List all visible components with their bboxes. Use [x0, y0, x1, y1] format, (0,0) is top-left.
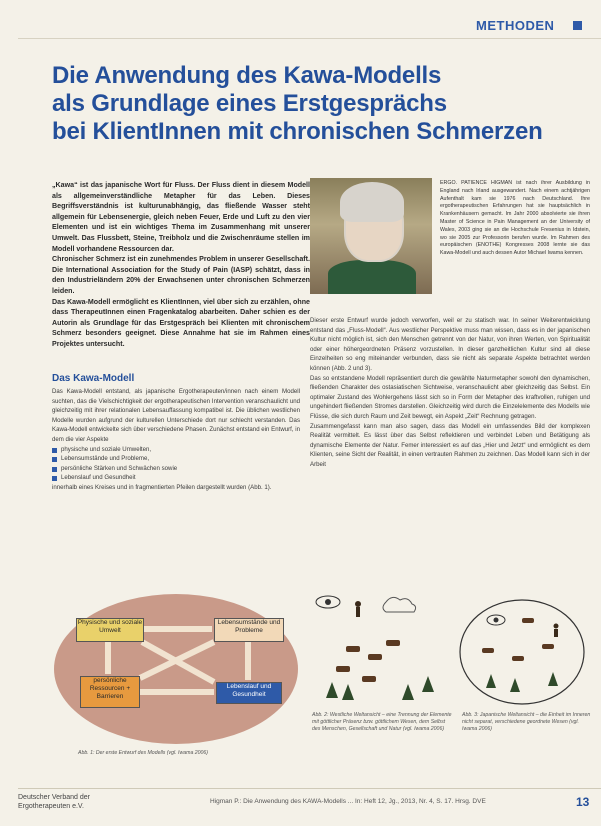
kawa-first-draft-diagram: [50, 586, 302, 748]
right-p2: Das so entstandene Modell repräsentiert durch die gewählte Naturmetapher sowohl den dynamischen, fließenden Charakter des ostasiatischen Sichtweise, veranschaulicht aber gleichzeitig das Selbst. Ein optimaler Zustand des Wohlergehens lässt sich so in Form der Metapher des kraftvollen, ruhigen und ungehindert fließenden Stromes darstellen. Gleichzeitig wird durch die Einzelelemente des Modells wie Flüsse, die sich durch Raum und Zeit bewegt, ein Aspekt „Zeit“ Rechnung getragen.: [310, 374, 590, 420]
lead-p3: Das Kawa-Modell ermöglicht es KlientInnen, viel über sich zu erzählen, ohne dass TherapeutInnen einen Fragenkatalog abarbeiten. Daher schien es der Autorin als Grundlage für das Erstgespräch bei Klienten mit chronischem Schmerz besonders geeignet. Diese Annahme hat sie im Rahmen eines Projektes untersucht.: [52, 297, 310, 348]
publisher-line-2: Ergotherapeuten e.V.: [18, 803, 84, 810]
left-p2: innerhalb eines Kreises und in fragmentierten Pfeilen dargestellt wurden (Abb. 1).: [52, 483, 272, 491]
list-item: physische und soziale Umwelten,: [52, 445, 300, 455]
eye-icon: [316, 596, 340, 608]
trees-icon: [486, 672, 558, 692]
left-column: [52, 372, 300, 493]
title-line-2: als Grundlage eines Erstgesprächs: [52, 90, 447, 117]
page-number: 13: [576, 795, 590, 809]
cloud-icon: [383, 597, 416, 612]
publisher-name: [18, 793, 90, 811]
aspect-list: [52, 445, 300, 483]
photo-hair: [340, 182, 404, 222]
figure-2-caption: Abb. 2: Westliche Weltansicht – eine Trennung der Elemente mit göttlicher Präsenz bzw. göttlichem Wesen, dem Selbst des Menschen, Gesellschaft und Natur (vgl. Iwama 2006): [312, 712, 452, 732]
lead-p2: Chronischer Schmerz ist ein zunehmendes Problem in unserer Gesellschaft. Die International Association for the Study of Pain (IASP) schätzt, dass in den Industrieländern 20% der Erwachsenen unter chronischen Schmerzen leiden.: [52, 255, 310, 295]
title-line-1: Die Anwendung des Kawa-Modells: [52, 62, 442, 89]
diagram-box-history: Lebenslauf und Gesundheit: [216, 682, 282, 704]
section-heading: Das Kawa-Modell: [52, 373, 135, 384]
right-column: [310, 316, 590, 470]
trees-icon: [326, 676, 434, 700]
unity-circle: [460, 600, 584, 704]
right-p3: Zusammengefasst kann man also sagen, dass das Modell ein umfassendes Bild der komplexen Realität vermittelt. Es lässt über das Selbst reflektieren und verbindet Leben und Betätigung als dynamische Elemente der Natur. Femer interessiert es auf das „Hier und Jetzt“ und ermöglicht es dem Klienten, seine Sicht der Realität, in einen vertrauten Rahmen zu zeichnen. Das Modell kann sich in der Arbeit: [310, 422, 590, 468]
article-title: [52, 62, 572, 146]
right-p1: Dieser erste Entwurf wurde jedoch verworfen, weil er zu statisch war. In seiner Weiterentwicklung entstand das „Fluss-Modell“. Aus westlicher Perspektive muss man wissen, dass es in der japanischen Kultur nicht möglich ist, sich den Menschen getrennt von der Natur, von ihren Werten, von Spiritualität oder einer höhergeordneten Präsenz vorzustellen. In dieser ganzheitlichen Kultur sind all diese Einzelheiten so eng miteinander verbunden, dass sie nicht als separate Aspekte betrachtet werden können (Abb. 2 und 3).: [310, 317, 590, 372]
person-icon: [554, 624, 559, 638]
list-item: Lebensumstände und Probleme,: [52, 454, 300, 464]
lead-p1: „Kawa“ ist das japanische Wort für Fluss. Der Fluss dient in diesem Modell als allgemeinverständliche Metapher für das Leben. Dieses Begriffsverständnis ist kulturunabhängig, das fließende Wasser steht allgemein für Lebensenergie, gleich neben Feuer, Erde und Luft zu den vier Elementen und ist ein wichtiges Thema im Zusammenhang mit unserer Umwelt. Das Flussbett, Steine, Treibholz und die Zwischenräume stellen im Modell vorhandene Ressourcen dar.: [52, 181, 310, 253]
section-square-icon: [573, 21, 582, 30]
japanese-worldview-illustration: [452, 596, 592, 708]
author-bio: ERGO. PATIENCE HIGMAN ist nach ihrer Ausbildung in England nach Irland ausgewandert. Nach einem achtjährigen Aufenthalt kam sie 1976 nach Deutschland. Ihre ergotherapeutischen Erfahrungen hat sie hauptsächlich in Krankenhäusern gemacht. Im Jahr 2000 absolvierte sie ihren Master of Science in Pain Management an der University of Wales, 2003 ging sie an die Hochschule Fresenius in Idstein, wo sie 2005 zur Professorin berufen wurde. Im Rahmen des europäischen (ENOTHE) Kongresses 2008 lernte sie das Kawa-Modell und auch dessen Autor Michael Iwama kennen.: [440, 180, 590, 257]
person-icon: [355, 601, 361, 617]
title-line-3: bei KlientInnen mit chronischen Schmerzen: [52, 118, 543, 145]
lead-paragraphs: [52, 180, 310, 350]
publisher-line-1: Deutscher Verband der: [18, 794, 90, 801]
diagram-box-circumstances: Lebensumstände und Probleme: [214, 618, 284, 642]
author-photo: [310, 178, 432, 294]
list-item: persönliche Stärken und Schwächen sowie: [52, 464, 300, 474]
footer-citation: Higman P.: Die Anwendung des KAWA-Modells ... In: Heft 12, Jg., 2013, Nr. 4, S. 17. Hrsg. DVE: [210, 798, 486, 805]
diagram-arrows: [50, 586, 302, 748]
figure-3-caption: Abb. 3: Japanische Weltansicht – die Einheit im Inneren nicht separat, verschiedene geordnete Wesen (vgl. Iwama 2006): [462, 712, 591, 732]
list-item: Lebenslauf und Gesundheit: [52, 473, 300, 483]
section-label: METHODEN: [476, 18, 555, 33]
left-p1: Das Kawa-Modell entstand, als japanische Ergotherapeuten/innen nach einem Modell suchten, das die Vielschichtigkeit der ergotherapeutischen Intervention veranschaulicht und gleichzeitig mit ihrer relationalen Lebensauffassung kompatibel ist. Die üblichen westlichen Modelle wurden aufgrund der kulturellen Unterschiede dort nur schlecht verstanden. Das Kawa-Modell entwickelte sich über verschiedene Phasen. Zunächst entstand ein Entwurf, in dem die vier Aspekte: [52, 388, 300, 443]
diagram-box-environment: Physische und soziale Umwelt: [76, 618, 144, 642]
section-tag: [466, 14, 592, 38]
horses-icon: [336, 640, 400, 682]
western-worldview-illustration: [306, 588, 456, 710]
figure-1-caption: Abb. 1: Der erste Entwurf des Modells (vgl. Iwama 2006): [78, 750, 209, 756]
eye-icon: [487, 615, 505, 625]
photo-shirt: [328, 260, 416, 294]
top-rule: [18, 38, 601, 39]
diagram-box-resources: persönliche Ressourcen + Barrieren: [80, 676, 140, 708]
footer-rule: [18, 788, 601, 789]
